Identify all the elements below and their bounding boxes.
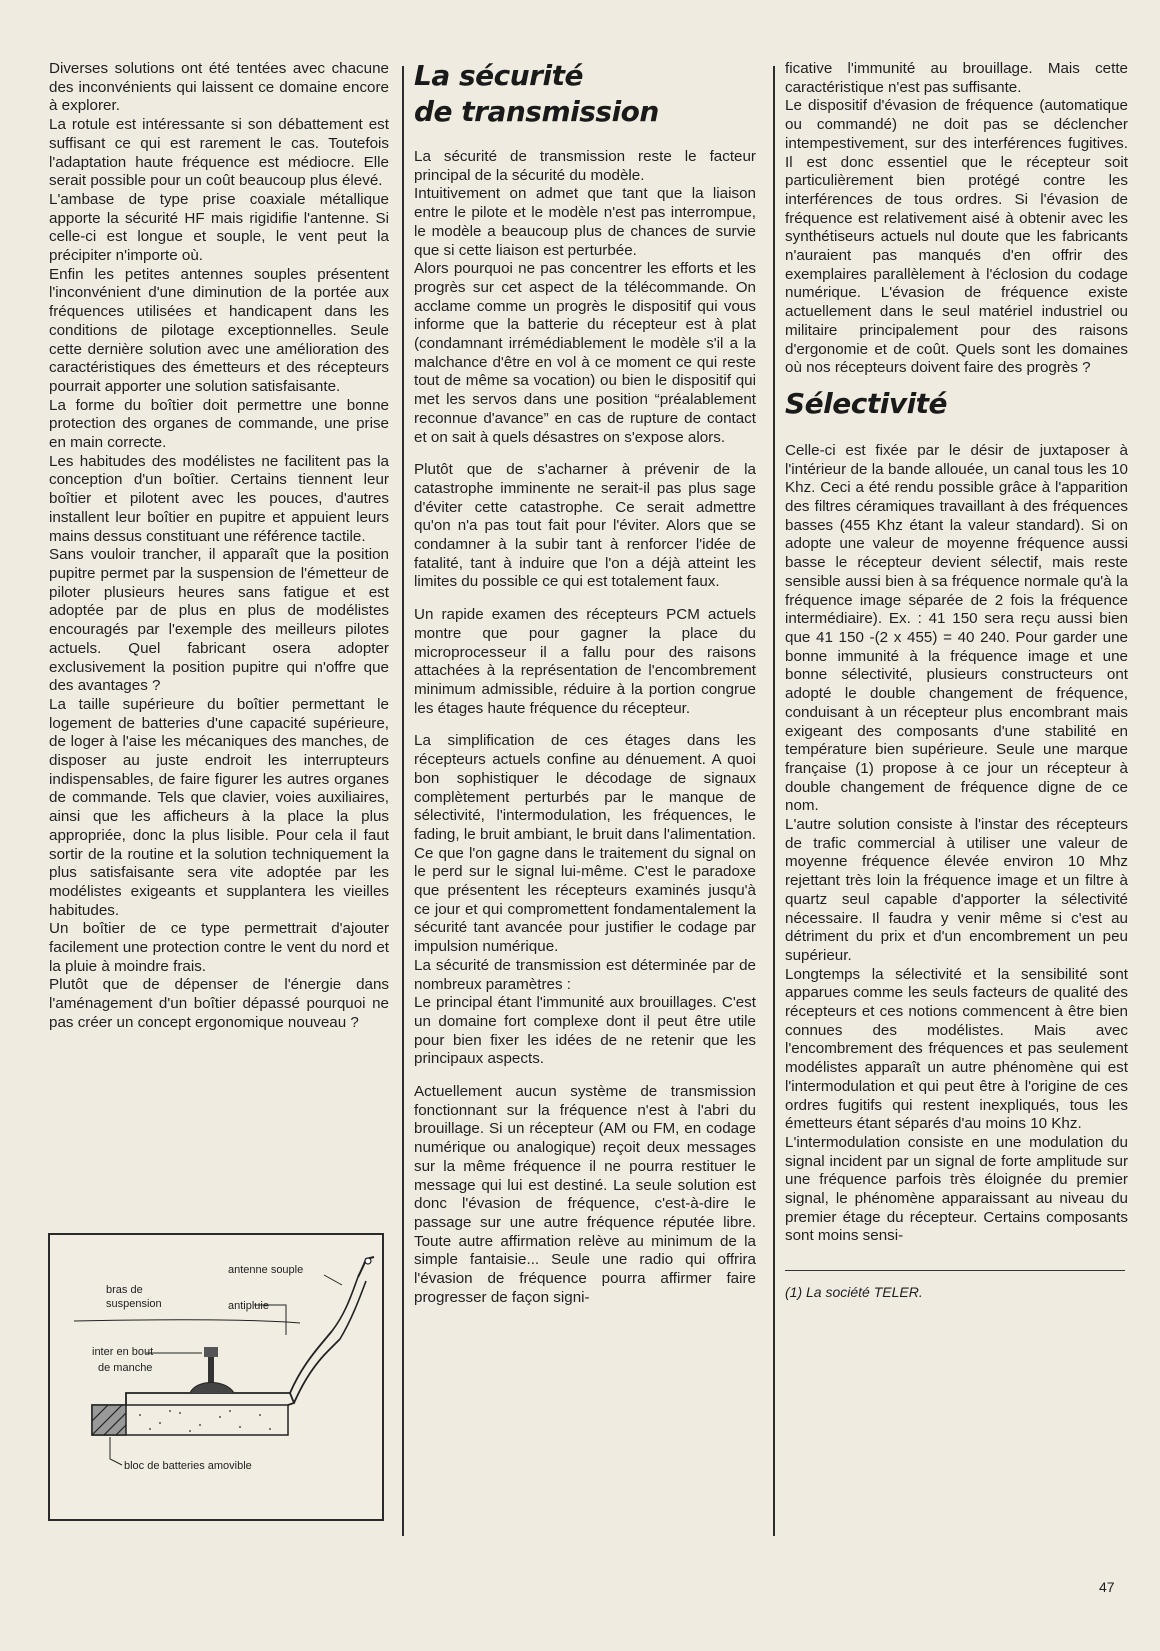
suspension-leader [74,1320,300,1323]
paragraph: Actuellement aucun système de transmission fonctionnant sur la fréquence n'est à l'abri du brouillage. Si un récepteur (AM ou FM, en codage numérique ou analogique) reçoit deux messages sur la même fréquence il ne pourra restituer le message qui lui est destiné. La seule solution est donc l'évasion de fréquence, c'est-à-dire le passage sur une autre fréquence réputée libre. Toute autre affirmation relève au minimum de la simple fantaisie... Seule une radio qui offrira l'évasion de fréquence pourra affirmer faire progresser de façon signi- [414,1083,756,1306]
paragraph: Un rapide examen des récepteurs PCM actuels montre que pour gagner la place du microprocesseur il a fallu pour des raisons attachées à la représentation de l'encombrement minimum admissible, réduire à la portion congrue les étages haute fréquence du récepteur. [414,606,756,717]
battery-dots [139,1410,271,1432]
section-heading [414,58,756,130]
stick-gimbal-shape [190,1383,234,1394]
paragraph: L'autre solution consiste à l'instar des récepteurs de trafic commercial à utiliser une valeur de moyenne fréquence élevée environ 10 Mhz rejettant très loin la fréquence image et un filtre à quartz seul capable d'apporter la sélectivité nécessaire. Il faudra y venir même si c'est au détriment du prix et d'un encombrement un peu supérieur. [785,816,1128,964]
paragraph: Les habitudes des modélistes ne facilitent pas la conception d'un boîtier. Certains tiennent leur boîtier et pilotent avec les pouces, d'autres installent leur boîtier en pupitre et appuient leurs mains dessus constituant une référence tactile. [49,452,389,545]
footnote-rule [785,1270,1125,1271]
column-middle [414,60,756,1307]
paragraph: Longtemps la sélectivité et la sensibilité sont apparues comme les seuls facteurs de qualité des récepteurs et ces notions commencent à être bien connues des modélistes. Mais avec l'encombrement des fréquences et pas seulement modélistes apparaît un autre phénomène qui est l'intermodulation et qui peut être à l'origine de ces ordres fugitifs qui restent inexpliqués, tous les émetteurs étant séparés d'au moins 10 Khz. [785,965,1128,1133]
heading-line: La sécurité [414,59,583,92]
paragraph: Diverses solutions ont été tentées avec chacune des inconvénients qui laissent ce domaine encore à explorer. [49,60,389,115]
paragraph: Plutôt que de s'acharner à prévenir de la catastrophe imminente ne serait-il pas plus sage d'éviter cette catastrophe. Ce serait admettre qu'on n'a pas tout fait pour l'éviter. Alors que se condamner à la subir tant à renforcer l'idée de fatalité, tant à induire que l'on a déjà atteint les limites du possible ce qui est totalement faux. [414,461,756,591]
heading-line: de transmission [414,95,659,128]
column-right [785,60,1128,1302]
paragraph: L'intermodulation consiste en une modulation du signal incident par un signal de forte amplitude sur une fréquence parfois très éloignée du premier signal, le phénomène apparaissant au niveau du premier étage du récepteur. Certains composants sont moins sensi- [785,1133,1128,1245]
diagram-drawing [50,1235,382,1519]
page-number: 47 [1099,1579,1115,1595]
label-suspension: suspension [106,1298,162,1310]
rain-cover-shape [332,1277,358,1331]
case-front-shape [290,1331,332,1393]
paragraph: La sécurité de transmission est déterminée par de nombreux paramètres : [414,956,756,993]
paragraph: La rotule est intéressante si son débattement est suffisant ce qui est rarement le cas. Toutefois l'adaptation haute fréquence est médiocre. Elle serait possible pour un coût beaucoup plus élevé. [49,116,389,190]
section-heading: Sélectivité [785,386,948,420]
case-base-shape [126,1393,294,1405]
column-divider [773,66,775,1536]
paragraph: Le principal étant l'immunité aux brouillages. C'est un domaine fort complexe dont il peut être utile pour bien fixer les idées de ne retenir que les principaux aspects. [414,994,756,1068]
paragraph: Un boîtier de ce type permettrait d'ajouter facilement une protection contre le vent du nord et la pluie à moindre frais. [49,920,389,975]
label-battery: bloc de batteries amovible [124,1460,252,1472]
paragraph: Celle-ci est fixée par le désir de juxtaposer à l'intérieur de la bande allouée, un canal tous les 10 Khz. Ceci a été rendu possible grâce à l'apparition des filtres céramiques travaillant à des fréquences basses (455 Khz étant la valeur standard). Si on adopte une valeur de moyenne fréquence aussi basse le récepteur devient sélectif, mais reste sensible aussi bien à sa fréquence normale qu'à la fréquence image séparée de 2 fois la fréquence intermédiaire). Ex. : 41 150 sera reçu aussi bien que 41 150 -(2 x 455) = 40 240. Pour garder une bonne immunité à la fréquence image et une bonne sélectivité, plusieurs constructeurs ont adopté le double changement de fréquence, conduisant à un récepteur plus encombrant mais exigeant des composants d'une stabilité en température bien supérieure. Seule une marque française (1) propose à ce jour un récepteur à double changement de fréquence digne de ce nom. [785,441,1128,815]
battery-leader [110,1437,122,1465]
transmitter-diagram [48,1233,384,1521]
paragraph: La simplification de ces étages dans les récepteurs actuels confine au dénuement. A quoi bon sophistiquer le décodage de signaux complètement perturbés par le manque de sélectivité, l'intermodulation, les fréquences, le fading, le bruit ambiant, le bruit dans l'alimentation. Ce que l'on gagne dans le traitement du signal on le perd sur le signal lui-même. C'est le paradoxe que présentent les récepteurs examinés jusqu'à ce jour et qui compromettent fondamentalement la sécurité tant avancée pour justifier le codage par impulsion numérique. [414,732,756,956]
paragraph: Alors pourquoi ne pas concentrer les efforts et les progrès sur cet aspect de la télécommande. On acclame comme un progrès le dispositif qui vous informe que la batterie du récepteur est à plat (condamnant irrémédiablement le modèle s'il a la malchance d'être en vol à ce moment ce qui reste tout de même sa vocation) ou bien le dispositif qui met les servos dans une position “préalablement reconnue d'avance” en cas de rupture de contact et on sait à quels désastres on s'expose alors. [414,260,756,446]
label-switch: inter en bout [92,1346,154,1358]
paragraph: La taille supérieure du boîtier permettant le logement de batteries d'une capacité supérieure, de loger à l'aise les mécaniques des manches, de disposer au juste endroit les interrupteurs indispensables, de faire figurer les autres organes de commande. Tels que clavier, voies auxiliaires, ainsi que les afficheurs à la place la plus appropriée, donc la plus lisible. Pour cela il faut sortir de la routine et la solution techniquement la plus satisfaisante sera vite adoptée par les modélistes exigeants et supplantera les vieilles habitudes. [49,695,389,919]
label-antenna: antenne souple [228,1264,304,1276]
paragraph: ficative l'immunité au brouillage. Mais cette caractéristique n'est pas suffisante. [785,60,1128,96]
paragraph: Plutôt que de dépenser de l'énergie dans l'aménagement d'un boîtier dépassé pourquoi ne pas créer un concept ergonomique nouveau ? [49,976,389,1031]
stick-knob-shape [204,1347,218,1357]
label-switch: de manche [98,1362,153,1374]
paragraph: L'ambase de type prise coaxiale métallique apporte la sécurité HF mais rigidifie l'antenne. Si celle-ci est longue et souple, le vent peut la précipiter n'importe où. [49,190,389,265]
paragraph: Intuitivement on admet que tant que la liaison entre le pilote et le modèle n'est pas interrompue, le modèle a beaucoup plus de chances de survie que si cette liaison est perturbée. [414,185,756,259]
antenna-tip-shape [365,1258,371,1264]
column-divider [402,66,404,1536]
column-left [49,60,389,1033]
paragraph: Enfin les petites antennes souples présentent l'inconvénient d'une diminution de la portée aux fréquences utilisées et handicapent dans les conditions de pilotage exceptionnelles. Seule cette dernière solution avec une amélioration des caractéristiques des émetteurs et des récepteurs pourrait apporter une solution satisfaisante. [49,265,389,395]
paragraph: Sans vouloir trancher, il apparaît que la position pupitre permet par la suspension de l'émetteur de piloter plusieurs heures sans fatigue et est adoptée par de plus en plus de modélistes encouragés par l'exemple des meilleurs pilotes actuels. Quel fabricant osera adopter exclusivement la position pupitre qui n'offre que des avantages ? [49,546,389,695]
label-suspension: bras de [106,1284,143,1296]
paragraph: La sécurité de transmission reste le facteur principal de la sécurité du modèle. [414,148,756,184]
footnote: (1) La société TELER. [785,1284,923,1301]
paragraph: La forme du boîtier doit permettre une bonne protection des organes de commande, une prise en main correcte. [49,396,389,452]
antenna-leader [324,1275,342,1285]
label-rain-cover: antipluie [228,1300,269,1312]
paragraph: Le dispositif d'évasion de fréquence (automatique ou commandé) ne doit pas se déclencher intempestivement, sur des interférences fugitives. Il est donc essentiel que le récepteur soit particulièrement bien protégé contre les interférences de tous ordres. Si l'évasion de fréquence est relativement aisé à obtenir avec les synthétiseurs actuels nul doute que les fabricants n'auraient pas manqués d'en offrir des exemplaires parallèlement à l'éclosion du codage numérique. L'évasion de fréquence existe actuellement dans le seul matériel industriel ou militaire principalement pour des raisons d'ergonomie et de coût. Quels sont les domaines où nos récepteurs doivent faire des progrès ? [785,97,1128,377]
